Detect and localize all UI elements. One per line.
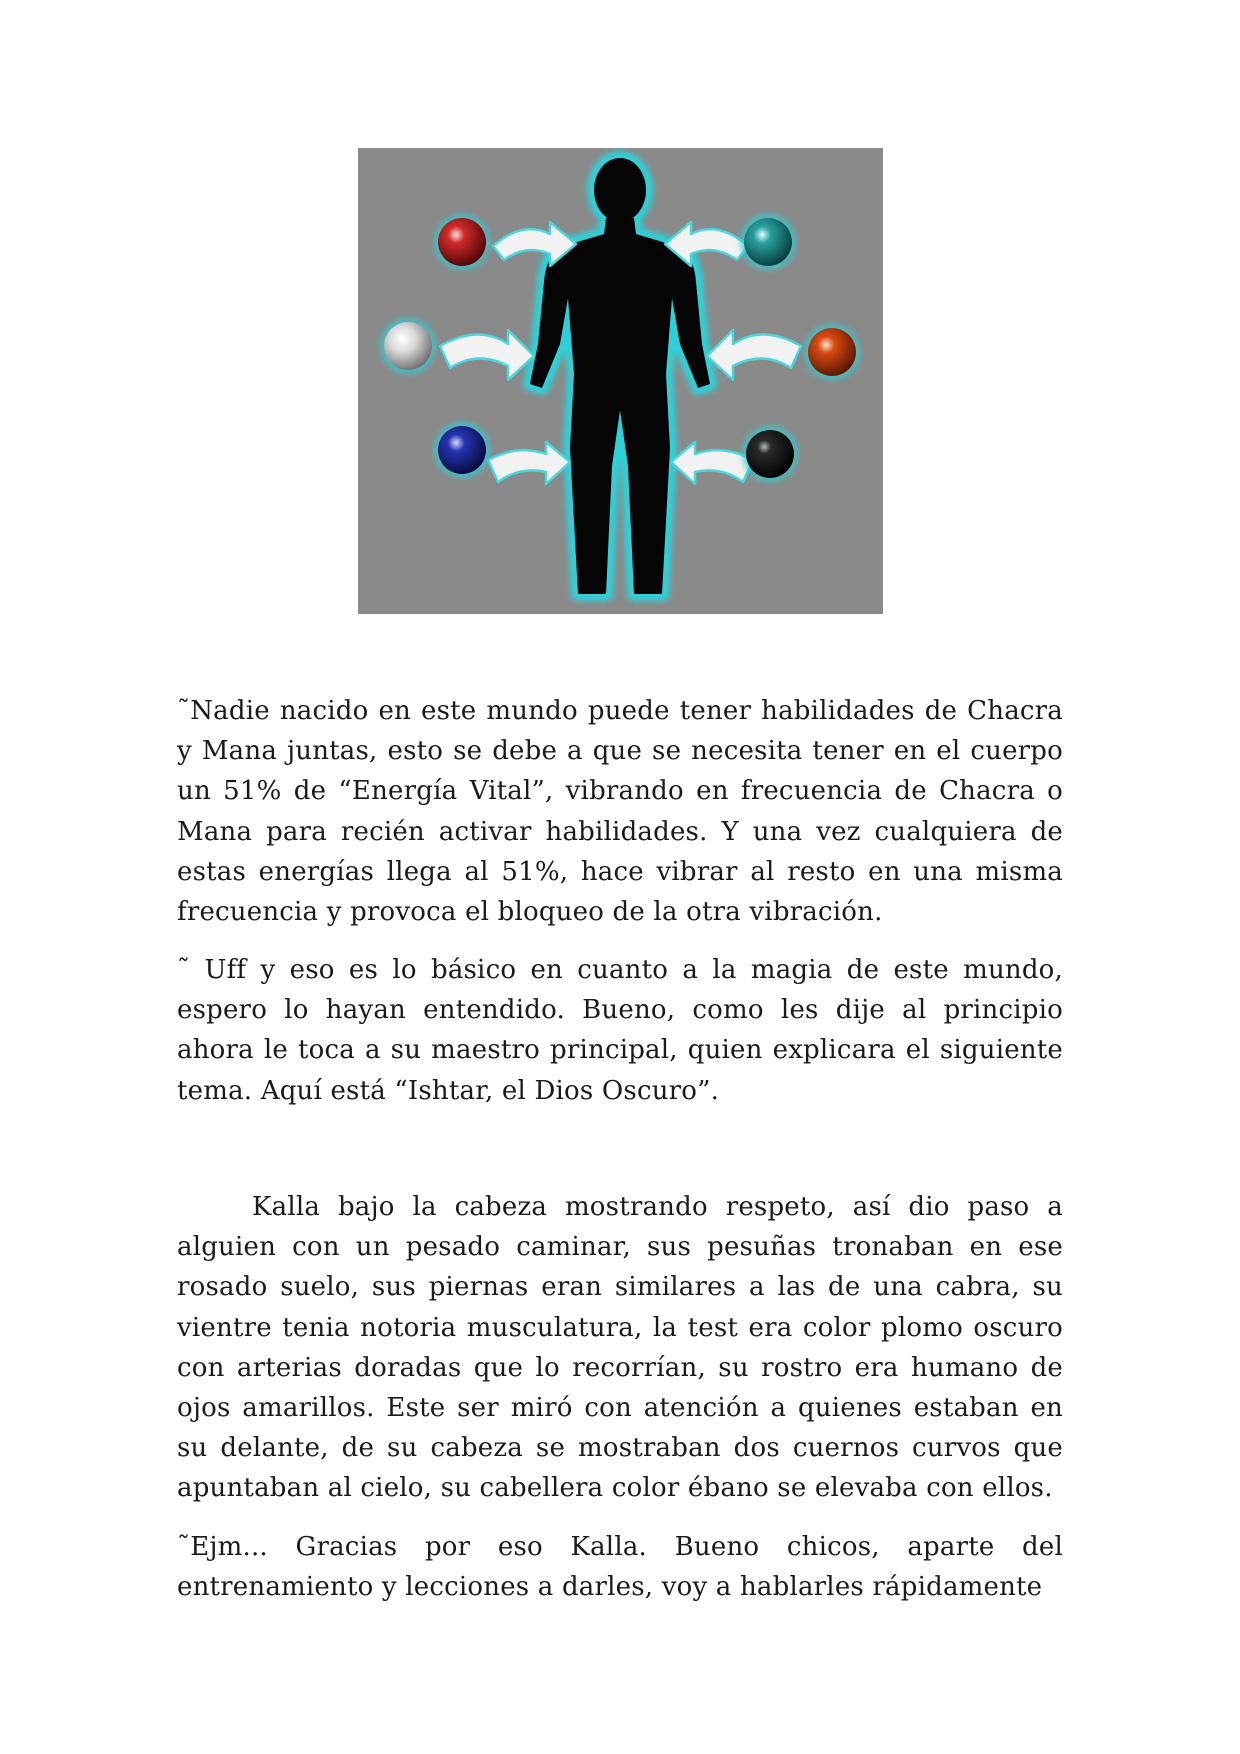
paragraph-text: ˜Nadie nacido en este mundo puede tener habilidades de Chacra y Mana juntas, esto se debe a que se necesita tener en el cuerpo un 51% de “Energía Vital”, vibrando en frecuencia de Chacra o Mana para recién activar habilidades. Y una vez cualquiera de estas energías llega al 51%, hace vibrar al resto en una misma frecuencia y provoca el bloqueo de la otra vibración. bbox=[177, 696, 1063, 928]
blue-orb-icon bbox=[434, 422, 490, 478]
paragraph-chacra-mana bbox=[177, 691, 1063, 932]
teal-orb-icon bbox=[740, 214, 796, 270]
paragraph-magic-basics bbox=[177, 950, 1063, 1111]
paragraph-text: ˜ Uff y eso es lo básico en cuanto a la magia de este mundo, espero lo hayan entendido. Bueno, como les dije al principio ahora le toca a su maestro principal, quien explicara el siguiente tema. Aquí está “Ishtar, el Dios Oscuro”. bbox=[177, 955, 1063, 1106]
white-orb-icon bbox=[380, 318, 436, 374]
red-orb-icon bbox=[434, 214, 490, 270]
paragraph-text: Kalla bajo la cabeza mostrando respeto, así dio paso a alguien con un pesado caminar, sus pesuñas tronaban en ese rosado suelo, sus piernas eran similares a las de una cabra, su vientre tenia notoria musculatura, la test era color plomo oscuro con arterias doradas que lo recorrían, su rostro era humano de ojos amarillos. Este ser miró con atención a quienes estaban en su delante, de su cabeza se mostraban dos cuernos curvos que apuntaban al cielo, su cabellera color ébano se elevaba con ellos. bbox=[177, 1192, 1063, 1504]
black-orb-icon bbox=[742, 426, 798, 482]
chakra-body-illustration bbox=[358, 148, 883, 614]
orange-orb-icon bbox=[804, 324, 860, 380]
paragraph-ishtar-speech bbox=[177, 1527, 1063, 1607]
paragraph-text: ˜Ejm... Gracias por eso Kalla. Bueno chicos, aparte del entrenamiento y lecciones a darles, voy a hablarles rápidamente bbox=[177, 1532, 1063, 1603]
paragraph-ishtar-description bbox=[177, 1187, 1063, 1509]
